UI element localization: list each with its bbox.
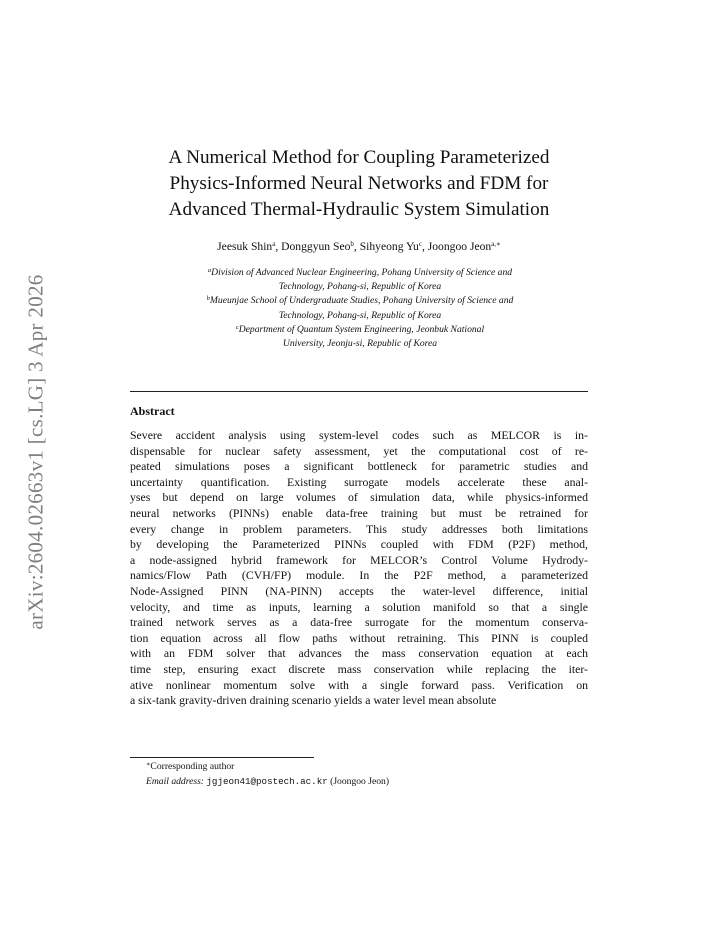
abstract-top-rule — [130, 391, 588, 392]
title-line: Advanced Thermal-Hydraulic System Simulation — [168, 199, 550, 220]
affiliation-line: University, Jeonju-si, Republic of Korea — [282, 338, 438, 350]
abstract-line: neural networks (PINNs) enable data-free training but must be retrained for — [130, 505, 588, 520]
corresponding-author-text: Corresponding author — [150, 761, 235, 772]
abstract-line: tion equation across all flow paths without retraining. This PINN is coupled — [130, 630, 588, 645]
abstract-body — [130, 428, 588, 709]
abstract-line: peated simulations poses a significant bottleneck for parametric studies and — [130, 459, 588, 474]
author-affiliation-mark: b — [350, 240, 354, 248]
abstract-line: dispensable for nuclear safety assessment, yet the computational cost of re- — [130, 443, 588, 458]
affiliation-line: Technology, Pohang-si, Republic of Korea — [278, 309, 442, 321]
email-owner: (Joongoo Jeon) — [330, 775, 390, 787]
affiliation-line: Technology, Pohang-si, Republic of Korea — [278, 281, 442, 293]
footnote-mark: ∗ — [146, 761, 151, 768]
email-address[interactable]: jgjeon41@postech.ac.kr — [206, 775, 328, 787]
abstract-line: yses but depend on large volumes of simulation data, while physics-informed — [130, 490, 588, 505]
affiliation-mark: a — [207, 267, 212, 274]
corresponding-author-note — [146, 760, 389, 775]
author-name: Jeesuk Shin — [217, 240, 273, 253]
abstract-line: velocity, and time as inputs, learning a solution manifold so that a single — [130, 599, 588, 614]
abstract-line: trained network serves as a data-free surrogate for the momentum conserva- — [130, 615, 588, 630]
arxiv-identifier: arXiv:2604.02663v1 [cs.LG] 3 Apr 2026 — [23, 274, 48, 630]
title-line: Physics-Informed Neural Networks and FDM for — [169, 173, 549, 194]
abstract-line: uncertainty quantification. Existing surrogate models accelerate these anal- — [130, 474, 588, 489]
author-name: Donggyun Seo — [281, 240, 351, 253]
abstract-line: Node-Assigned PINN (NA-PINN) accepts the water-level difference, initial — [130, 583, 588, 598]
abstract-line: by developing the Parameterized PINNs coupled with FDM (P2F) method, — [130, 537, 588, 552]
abstract-line: a six-tank gravity-driven draining scenario yields a water level mean absolute — [130, 693, 497, 708]
author-list: Jeesuk Shin$^a$, Donggyun Seo$^b$, Sihyeong Yu$^c$, Joongoo Jeon$^{a,∗}$ — [217, 240, 501, 253]
abstract-line: ative nonlinear momentum solve with a single forward pass. Verification on — [130, 677, 588, 692]
abstract-line: a node-assigned hybrid framework for MELCOR’s Control Volume Hydrody- — [130, 552, 588, 567]
author-affiliation-mark: c — [418, 240, 422, 248]
paper-title — [130, 145, 588, 223]
affiliations — [140, 266, 580, 351]
title-line: A Numerical Method for Coupling Parameterized — [168, 147, 550, 168]
email-label: Email address: — [146, 775, 205, 787]
affiliation-line — [140, 323, 580, 337]
footnote — [146, 760, 389, 789]
abstract-heading: Abstract — [130, 404, 175, 418]
affiliation-line — [140, 294, 580, 308]
abstract-line: Severe accident analysis using system-level codes such as MELCOR is in- — [130, 428, 588, 442]
email-line — [146, 775, 389, 790]
author-affiliation-mark: a — [272, 240, 276, 248]
affiliation-text: Division of Advanced Nuclear Engineering, Pohang University of Science and — [211, 267, 513, 278]
author-name: Joongoo Jeon — [427, 240, 492, 253]
affiliation-mark: b — [206, 295, 210, 303]
author-affiliation-mark: a,∗ — [491, 240, 501, 248]
affiliation-text: Department of Quantum System Engineering, Jeonbuk National — [238, 323, 485, 335]
abstract-line: with an FDM solver that advances the mass conservation equation at each — [130, 646, 588, 661]
abstract-line: every change in problem parameters. This study addresses both limitations — [130, 521, 588, 536]
affiliation-text: Mueunjae School of Undergraduate Studies, Pohang University of Science and — [209, 295, 514, 307]
footnote-rule — [130, 757, 314, 758]
author-name: Sihyeong Yu — [359, 240, 419, 253]
abstract-line: namics/Flow Path (CVH/FP) module. In the P2F method, a parameterized — [130, 568, 588, 583]
abstract-line: time step, ensuring exact discrete mass conservation while replacing the iter- — [130, 661, 588, 676]
affiliation-mark: c — [235, 323, 239, 331]
affiliation-line — [140, 266, 580, 280]
